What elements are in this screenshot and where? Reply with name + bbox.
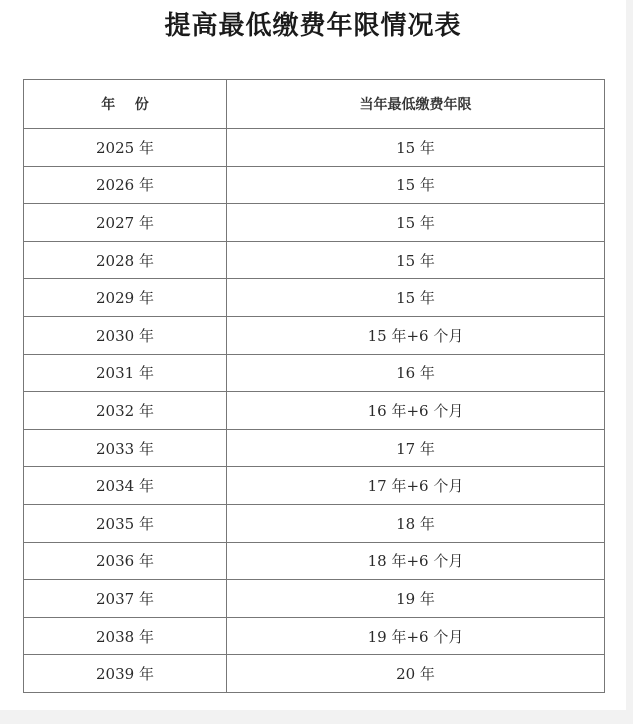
table-row bbox=[24, 542, 605, 580]
table-row bbox=[24, 580, 605, 618]
table-row bbox=[24, 504, 605, 542]
year-cell: 2039 年 bbox=[24, 655, 227, 693]
table-row bbox=[24, 204, 605, 242]
table-row bbox=[24, 617, 605, 655]
contribution-years-table bbox=[23, 79, 605, 693]
min-years-cell: 15 年 bbox=[227, 204, 605, 242]
year-cell: 2028 年 bbox=[24, 241, 227, 279]
table-row bbox=[24, 241, 605, 279]
min-years-cell: 15 年 bbox=[227, 279, 605, 317]
year-cell: 2035 年 bbox=[24, 504, 227, 542]
table-row bbox=[24, 316, 605, 354]
table-row bbox=[24, 166, 605, 204]
header-min-years: 当年最低缴费年限 bbox=[227, 80, 605, 129]
table-row bbox=[24, 392, 605, 430]
year-cell: 2029 年 bbox=[24, 279, 227, 317]
min-years-cell: 16 年+6 个月 bbox=[227, 392, 605, 430]
year-cell: 2032 年 bbox=[24, 392, 227, 430]
table-row bbox=[24, 279, 605, 317]
table-row bbox=[24, 467, 605, 505]
min-years-cell: 15 年 bbox=[227, 166, 605, 204]
year-cell: 2027 年 bbox=[24, 204, 227, 242]
year-cell: 2037 年 bbox=[24, 580, 227, 618]
min-years-cell: 15 年 bbox=[227, 241, 605, 279]
min-years-cell: 17 年 bbox=[227, 429, 605, 467]
year-cell: 2031 年 bbox=[24, 354, 227, 392]
table-header-row bbox=[24, 80, 605, 129]
year-cell: 2034 年 bbox=[24, 467, 227, 505]
year-cell: 2025 年 bbox=[24, 129, 227, 167]
min-years-cell: 19 年 bbox=[227, 580, 605, 618]
min-years-cell: 18 年+6 个月 bbox=[227, 542, 605, 580]
min-years-cell: 19 年+6 个月 bbox=[227, 617, 605, 655]
header-year: 年 份 bbox=[24, 80, 227, 129]
year-cell: 2038 年 bbox=[24, 617, 227, 655]
min-years-cell: 16 年 bbox=[227, 354, 605, 392]
min-years-cell: 15 年+6 个月 bbox=[227, 316, 605, 354]
min-years-cell: 15 年 bbox=[227, 129, 605, 167]
min-years-cell: 17 年+6 个月 bbox=[227, 467, 605, 505]
table-row bbox=[24, 655, 605, 693]
year-cell: 2026 年 bbox=[24, 166, 227, 204]
table-row bbox=[24, 429, 605, 467]
year-cell: 2033 年 bbox=[24, 429, 227, 467]
min-years-cell: 18 年 bbox=[227, 504, 605, 542]
year-cell: 2036 年 bbox=[24, 542, 227, 580]
min-years-cell: 20 年 bbox=[227, 655, 605, 693]
table-row bbox=[24, 354, 605, 392]
document-title: 提高最低缴费年限情况表 bbox=[164, 11, 462, 41]
year-cell: 2030 年 bbox=[24, 316, 227, 354]
table-row bbox=[24, 129, 605, 167]
